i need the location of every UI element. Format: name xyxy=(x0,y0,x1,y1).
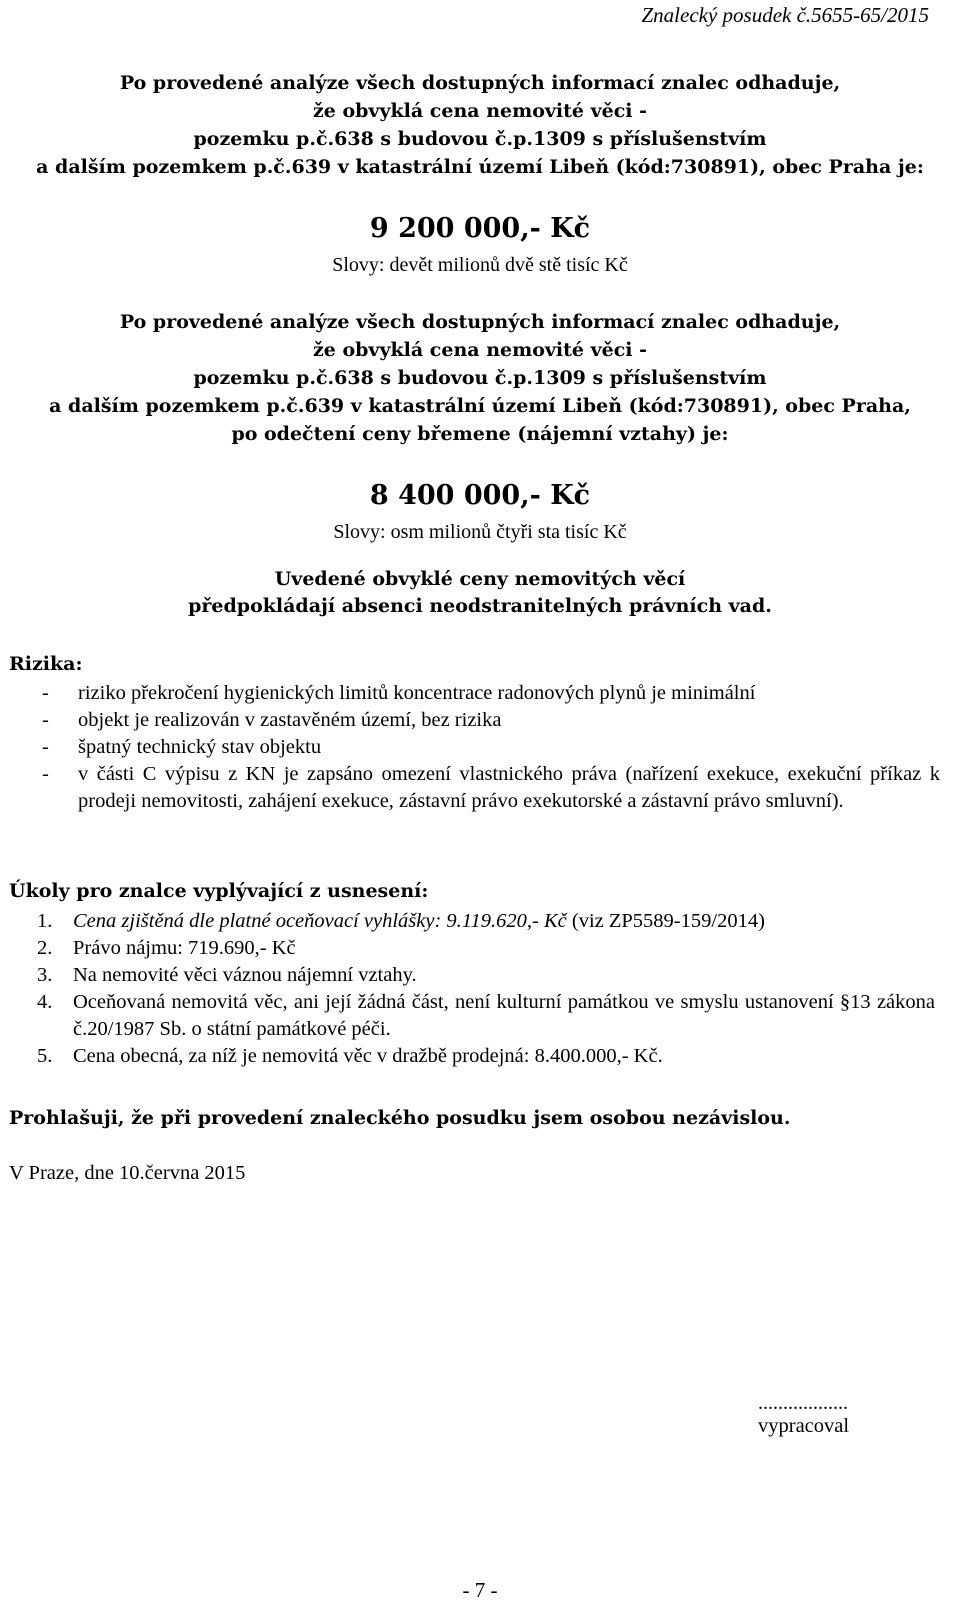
independence-declaration: Prohlašuji, že při provedení znaleckého posudku jsem osobou nezávislou. xyxy=(9,1107,791,1129)
valuation-summary-2 xyxy=(0,308,960,448)
list-item xyxy=(37,935,935,962)
risk-text: špatný technický stav objektu xyxy=(78,736,322,758)
legal-condition xyxy=(0,566,960,620)
risk-text: riziko překročení hygienických limitů koncentrace radonových plynů je minimální xyxy=(78,682,756,704)
summary-line: po odečtení ceny břemene (nájemní vztahy) je: xyxy=(231,423,729,445)
summary-line: a dalším pozemkem p.č.639 v katastrální území Libeň (kód:730891), obec Praha, xyxy=(49,395,911,417)
list-item xyxy=(42,680,940,707)
price-1: 9 200 000,- Kč xyxy=(369,213,591,244)
summary-line: Po provedené analýze všech dostupných informací znalec odhaduje, xyxy=(119,311,841,333)
task-text: Cena obecná, za níž je nemovitá věc v dražbě prodejná: 8.400.000,- Kč. xyxy=(73,1045,663,1067)
price-words-1: Slovy: devět milionů dvě stě tisíc Kč xyxy=(332,254,628,276)
list-item xyxy=(37,908,935,935)
condition-line: předpokládají absenci neodstranitelných právních vad. xyxy=(188,595,772,617)
task-italic: Cena zjištěná dle platné oceňovací vyhlášky: 9.119.620,- Kč xyxy=(73,910,567,932)
list-bullet: - xyxy=(42,736,49,758)
list-item xyxy=(37,1043,935,1070)
list-item xyxy=(42,734,940,761)
signature-line: .................. xyxy=(758,1392,848,1414)
summary-line: a dalším pozemkem p.č.639 v katastrální území Libeň (kód:730891), obec Praha je: xyxy=(36,156,924,178)
condition-line: Uvedené obvyklé ceny nemovitých věcí xyxy=(274,568,686,590)
list-item xyxy=(37,989,935,1043)
list-number: 2. xyxy=(37,937,53,959)
list-bullet: - xyxy=(42,709,49,731)
risks-heading: Rizika: xyxy=(9,653,83,675)
page-number: - 7 - xyxy=(462,1578,498,1602)
task-plain: (viz ZP5589-159/2014) xyxy=(566,910,765,932)
task-text: Na nemovité věci váznou nájemní vztahy. xyxy=(73,964,417,986)
summary-line: Po provedené analýze všech dostupných informací znalec odhaduje, xyxy=(119,72,841,94)
page-header: Znalecký posudek č.5655-65/2015 xyxy=(641,3,929,27)
list-number: 3. xyxy=(37,964,53,986)
risk-text: objekt je realizován v zastavěném území, bez rizika xyxy=(78,709,502,731)
summary-line: pozemku p.č.638 s budovou č.p.1309 s příslušenstvím xyxy=(193,367,767,389)
list-item xyxy=(42,761,940,815)
valuation-summary-1 xyxy=(0,69,960,181)
signature-label: vypracoval xyxy=(758,1415,850,1437)
list-item xyxy=(37,962,935,989)
tasks-list xyxy=(37,908,935,1070)
price-2: 8 400 000,- Kč xyxy=(369,480,591,511)
list-bullet: - xyxy=(42,682,49,704)
place-date: V Praze, dne 10.června 2015 xyxy=(9,1162,246,1184)
list-number: 4. xyxy=(37,991,53,1013)
task-text: Oceňovaná nemovitá věc, ani její žádná část, není kulturní památkou ve smyslu ustanovení §13 zákona č.20/1987 Sb. o státní památkové péči. xyxy=(73,991,935,1040)
list-number: 5. xyxy=(37,1045,53,1067)
list-number: 1. xyxy=(37,910,53,932)
task-text: Právo nájmu: 719.690,- Kč xyxy=(73,937,296,959)
list-item xyxy=(42,707,940,734)
list-bullet: - xyxy=(42,763,49,785)
risk-text: v části C výpisu z KN je zapsáno omezení vlastnického práva (nařízení exekuce, exekuční příkaz k prodeji nemovitosti, zahájení exekuce, zástavní právo exekutorské a zástavní právo smluvní). xyxy=(78,763,940,812)
summary-line: pozemku p.č.638 s budovou č.p.1309 s příslušenstvím xyxy=(193,128,767,150)
summary-line: že obvyklá cena nemovité věci - xyxy=(312,100,648,122)
summary-line: že obvyklá cena nemovité věci - xyxy=(312,339,648,361)
risks-list xyxy=(42,680,940,815)
task-text xyxy=(73,908,935,935)
price-words-2: Slovy: osm milionů čtyři sta tisíc Kč xyxy=(333,521,627,543)
tasks-heading: Úkoly pro znalce vyplývající z usnesení: xyxy=(9,880,429,902)
